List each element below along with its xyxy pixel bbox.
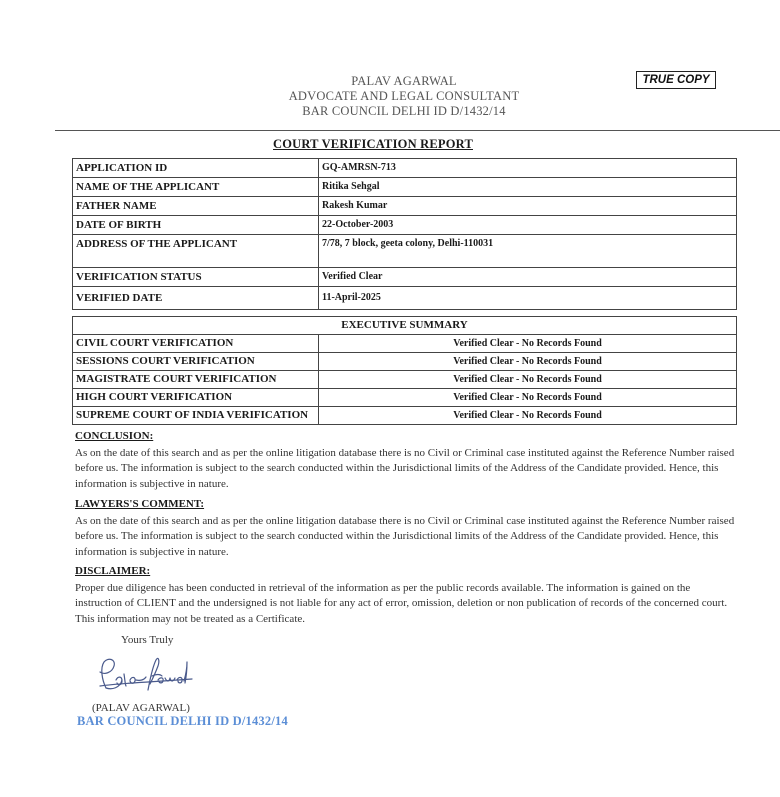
row-label: FATHER NAME bbox=[73, 197, 319, 216]
signature-image bbox=[92, 650, 197, 700]
court-label: HIGH COURT VERIFICATION bbox=[73, 389, 319, 407]
row-value: Rakesh Kumar bbox=[319, 197, 737, 216]
report-title: COURT VERIFICATION REPORT bbox=[273, 137, 473, 151]
lawyers-comment-heading: LAWYERS'S COMMENT: bbox=[75, 498, 205, 510]
signer-bar-id: BAR COUNCIL DELHI ID D/1432/14 bbox=[77, 714, 288, 728]
court-result: Verified Clear - No Records Found bbox=[319, 371, 737, 389]
signer-name: (PALAV AGARWAL) bbox=[92, 702, 190, 714]
row-value: GQ-AMRSN-713 bbox=[319, 159, 737, 178]
conclusion-text: As on the date of this search and as per the online litigation database there is no Civil or Criminal case instituted against the Reference Number raised before us. The information is subject to the search conducted within the Jurisdictional limits of the Address of the Candidate provided. Hence, this information is subjective in nature. bbox=[75, 446, 735, 490]
lawyers-comment-section bbox=[75, 497, 735, 560]
summary-heading: EXECUTIVE SUMMARY bbox=[73, 317, 737, 335]
court-label: CIVIL COURT VERIFICATION bbox=[73, 335, 319, 353]
table-row bbox=[73, 389, 737, 407]
true-copy-stamp: TRUE COPY bbox=[636, 71, 716, 89]
table-row bbox=[73, 216, 737, 235]
disclaimer-text: Proper due diligence has been conducted in retrieval of the information as per the public records available. The information is gained on the instruction of CLIENT and the undersigned is not liable for any act of error, omission, deletion or non publication of records of the concerned court. This information may not be treated as a Certificate. bbox=[75, 581, 728, 625]
court-label: SESSIONS COURT VERIFICATION bbox=[73, 353, 319, 371]
court-result: Verified Clear - No Records Found bbox=[319, 407, 737, 425]
row-value: 7/78, 7 block, geeta colony, Delhi-110031 bbox=[319, 235, 737, 268]
table-row bbox=[73, 335, 737, 353]
lawyers-comment-text: As on the date of this search and as per the online litigation database there is no Civil or Criminal case instituted against the Reference Number raised before us. The information is subject to the search conducted within the Jurisdictional limits of the Address of the Candidate provided. Hence, this information is subjective in nature. bbox=[75, 514, 735, 558]
table-row bbox=[73, 197, 737, 216]
conclusion-heading: CONCLUSION: bbox=[75, 430, 154, 442]
disclaimer-section bbox=[75, 564, 735, 627]
table-row bbox=[73, 407, 737, 425]
applicant-info-table bbox=[72, 158, 737, 310]
court-result: Verified Clear - No Records Found bbox=[319, 335, 737, 353]
table-row bbox=[73, 371, 737, 389]
court-result: Verified Clear - No Records Found bbox=[319, 389, 737, 407]
row-value: Ritika Sehgal bbox=[319, 178, 737, 197]
table-row bbox=[73, 268, 737, 287]
row-label: APPLICATION ID bbox=[73, 159, 319, 178]
disclaimer-heading: DISCLAIMER: bbox=[75, 565, 151, 577]
row-value: 22-October-2003 bbox=[319, 216, 737, 235]
table-row bbox=[73, 353, 737, 371]
row-value: 11-April-2025 bbox=[319, 287, 737, 310]
closing-salutation: Yours Truly bbox=[121, 634, 174, 646]
court-label: SUPREME COURT OF INDIA VERIFICATION bbox=[73, 407, 319, 425]
table-row bbox=[73, 159, 737, 178]
table-row bbox=[73, 287, 737, 310]
row-label: VERIFIED DATE bbox=[73, 287, 319, 310]
row-value: Verified Clear bbox=[319, 268, 737, 287]
summary-heading-row bbox=[73, 317, 737, 335]
conclusion-section bbox=[75, 429, 735, 492]
letterhead-title: ADVOCATE AND LEGAL CONSULTANT bbox=[288, 89, 520, 103]
row-label: DATE OF BIRTH bbox=[73, 216, 319, 235]
row-label: ADDRESS OF THE APPLICANT bbox=[73, 235, 319, 268]
table-row bbox=[73, 235, 737, 268]
row-label: NAME OF THE APPLICANT bbox=[73, 178, 319, 197]
letterhead-name: PALAV AGARWAL bbox=[351, 74, 457, 88]
row-label: VERIFICATION STATUS bbox=[73, 268, 319, 287]
court-result: Verified Clear - No Records Found bbox=[319, 353, 737, 371]
executive-summary-table bbox=[72, 316, 737, 425]
table-row bbox=[73, 178, 737, 197]
header-divider bbox=[55, 130, 780, 131]
letterhead-bar-id: BAR COUNCIL DELHI ID D/1432/14 bbox=[302, 104, 506, 118]
court-label: MAGISTRATE COURT VERIFICATION bbox=[73, 371, 319, 389]
